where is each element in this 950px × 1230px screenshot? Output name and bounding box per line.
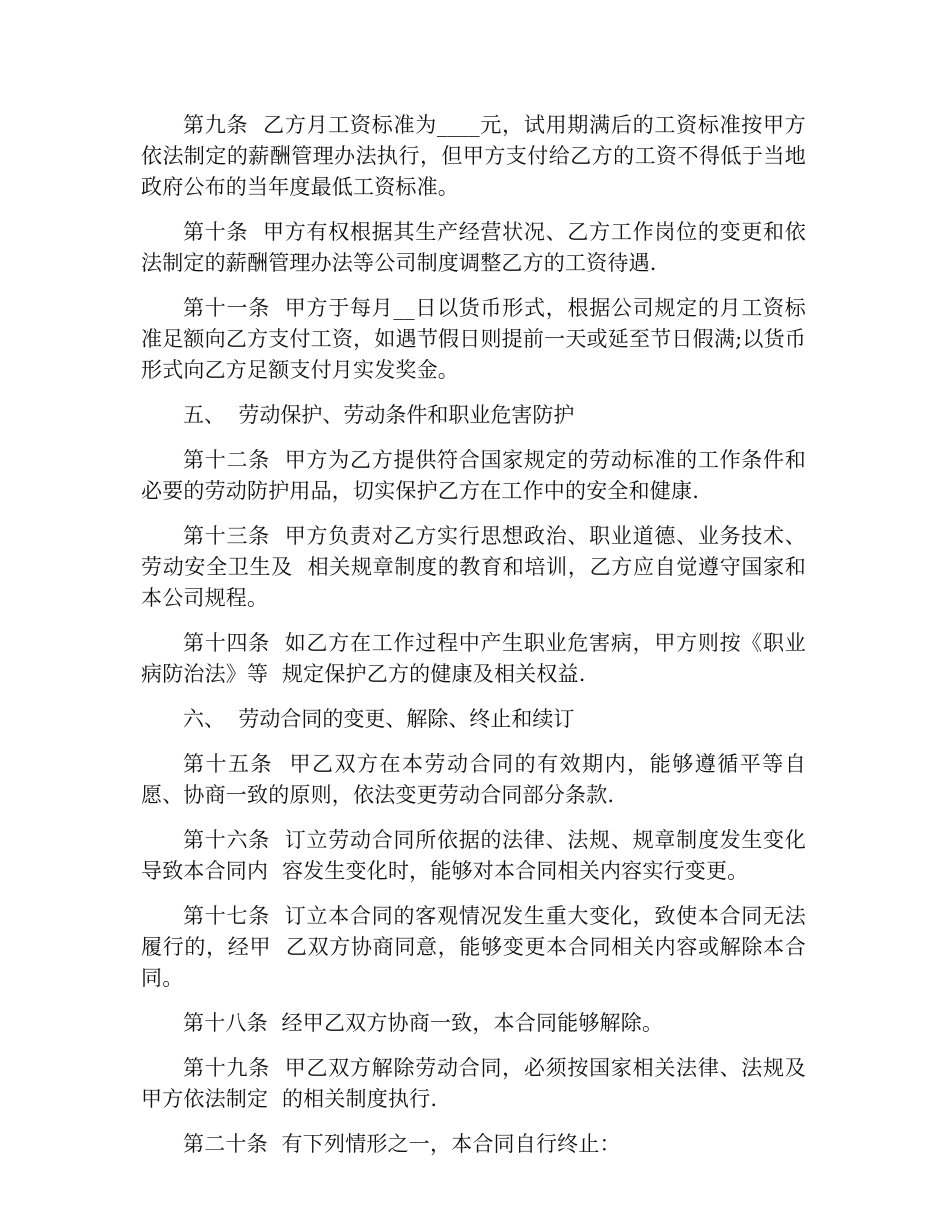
clause-16: 第十六条 订立劳动合同所依据的法律、法规、规章制度发生变化导致本合同内 容发生变化时，能够对本合同相关内容实行变更。 <box>141 828 806 883</box>
clause-19: 第十九条 甲乙双方解除劳动合同，必须按国家相关法律、法规及甲方依法制定 的相关制度执行. <box>141 1056 806 1111</box>
clause-20: 第二十条 有下列情形之一，本合同自行终止： <box>183 1132 621 1156</box>
clause-15: 第十五条 甲乙双方在本劳动合同的有效期内，能够遵循平等自愿、协商一致的原则，依法变更劳动合同部分条款. <box>141 752 806 807</box>
clause-10: 第十条 甲方有权根据其生产经营状况、乙方工作岗位的变更和依法制定的薪酬管理办法等公司制度调整乙方的工资待遇. <box>141 220 806 275</box>
clause-9: 第九条 乙方月工资标准为____元，试用期满后的工资标准按甲方依法制定的薪酬管理办法执行，但甲方支付给乙方的工资不得低于当地政府公布的当年度最低工资标准。 <box>141 113 806 199</box>
clause-11: 第十一条 甲方于每月__日以货币形式，根据公司规定的月工资标准足额向乙方支付工资，如遇节假日则提前一天或延至节日假满;以货币形式向乙方足额支付月实发奖金。 <box>141 296 806 382</box>
clause-13: 第十三条 甲方负责对乙方实行思想政治、职业道德、业务技术、劳动安全卫生及 相关规章制度的教育和培训，乙方应自觉遵守国家和本公司规程。 <box>141 524 806 610</box>
clause-14: 第十四条 如乙方在工作过程中产生职业危害病，甲方则按《职业病防治法》等 规定保护乙方的健康及相关权益. <box>141 631 806 686</box>
clause-12: 第十二条 甲方为乙方提供符合国家规定的劳动标准的工作条件和必要的劳动防护用品，切实保护乙方在工作中的安全和健康. <box>141 448 806 503</box>
document-page <box>141 110 806 1174</box>
section-heading-5: 五、 劳动保护、劳动条件和职业危害防护 <box>183 403 575 427</box>
clause-17: 第十七条 订立本合同的客观情况发生重大变化，致使本合同无法履行的，经甲 乙双方协商同意，能够变更本合同相关内容或解除本合同。 <box>141 904 806 990</box>
section-heading-6: 六、 劳动合同的变更、解除、终止和续订 <box>183 707 575 731</box>
clause-18: 第十八条 经甲乙双方协商一致，本合同能够解除。 <box>183 1011 664 1035</box>
